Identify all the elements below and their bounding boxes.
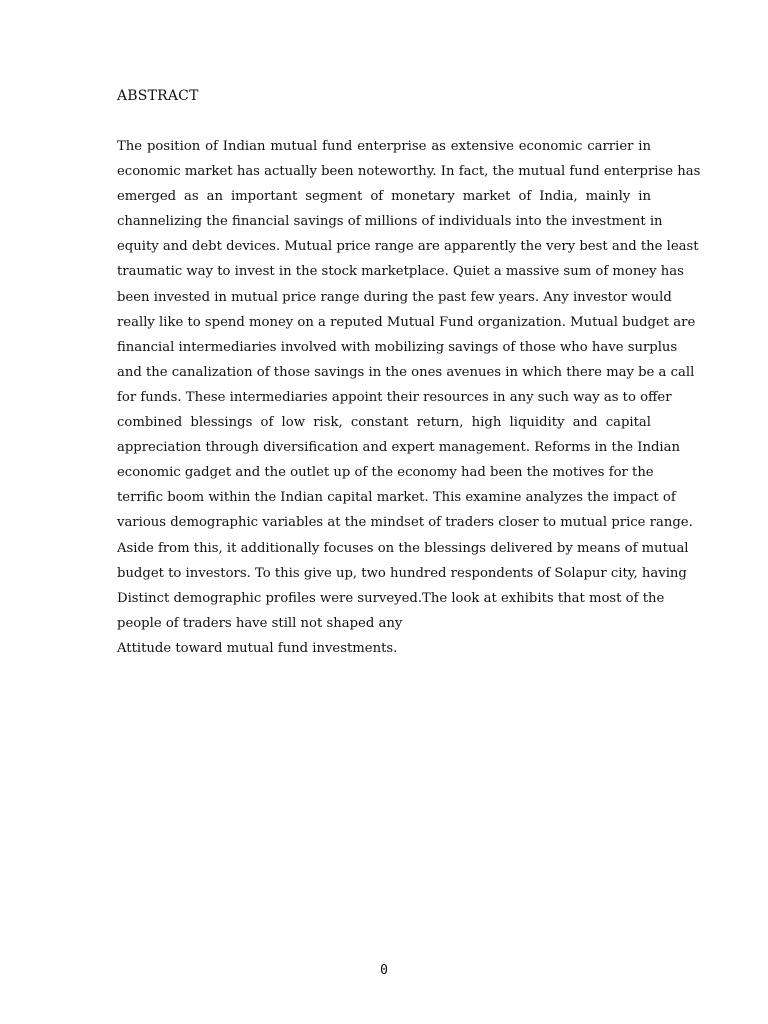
abstract-line: economic market has actually been noteworthy. In fact, the mutual fund enterprise has [117, 164, 701, 180]
abstract-line: and the canalization of those savings in the ones avenues in which there may be a call [117, 364, 695, 380]
abstract-line: Aside from this, it additionally focuses on the blessings delivered by means of mutual [117, 540, 689, 556]
page-number: 0 [380, 963, 388, 978]
abstract-line: appreciation through diversification and expert management. Reforms in the Indian [117, 440, 680, 456]
abstract-line: budget to investors. To this give up, two hundred respondents of Solapur city, having [117, 565, 687, 581]
abstract-line: been invested in mutual price range during the past few years. Any investor would [117, 289, 672, 305]
abstract-line: Distinct demographic profiles were surveyed.The look at exhibits that most of the [117, 590, 665, 606]
abstract-line: people of traders have still not shaped any [117, 615, 403, 631]
abstract-line: emerged as an important segment of monetary market of India, mainly in [117, 189, 651, 205]
abstract-heading: ABSTRACT [117, 88, 199, 104]
abstract-line: channelizing the financial savings of millions of individuals into the investment in [117, 214, 663, 230]
abstract-line: for funds. These intermediaries appoint their resources in any such way as to offer [117, 389, 672, 405]
abstract-line: various demographic variables at the mindset of traders closer to mutual price range. [117, 515, 693, 531]
abstract-line: financial intermediaries involved with mobilizing savings of those who have surplus [117, 339, 678, 355]
abstract-line: The position of Indian mutual fund enterprise as extensive economic carrier in [117, 139, 651, 154]
abstract-body [117, 134, 701, 661]
abstract-line: economic gadget and the outlet up of the economy had been the motives for the [117, 465, 654, 481]
abstract-line: Attitude toward mutual fund investments. [117, 640, 398, 656]
abstract-line: combined blessings of low risk, constant return, high liquidity and capital [117, 415, 651, 431]
abstract-line: traumatic way to invest in the stock marketplace. Quiet a massive sum of money has [117, 264, 684, 280]
abstract-line: really like to spend money on a reputed Mutual Fund organization. Mutual budget are [117, 314, 696, 330]
abstract-line: equity and debt devices. Mutual price range are apparently the very best and the least [117, 239, 699, 255]
abstract-line: terrific boom within the Indian capital market. This examine analyzes the impact of [117, 490, 676, 506]
